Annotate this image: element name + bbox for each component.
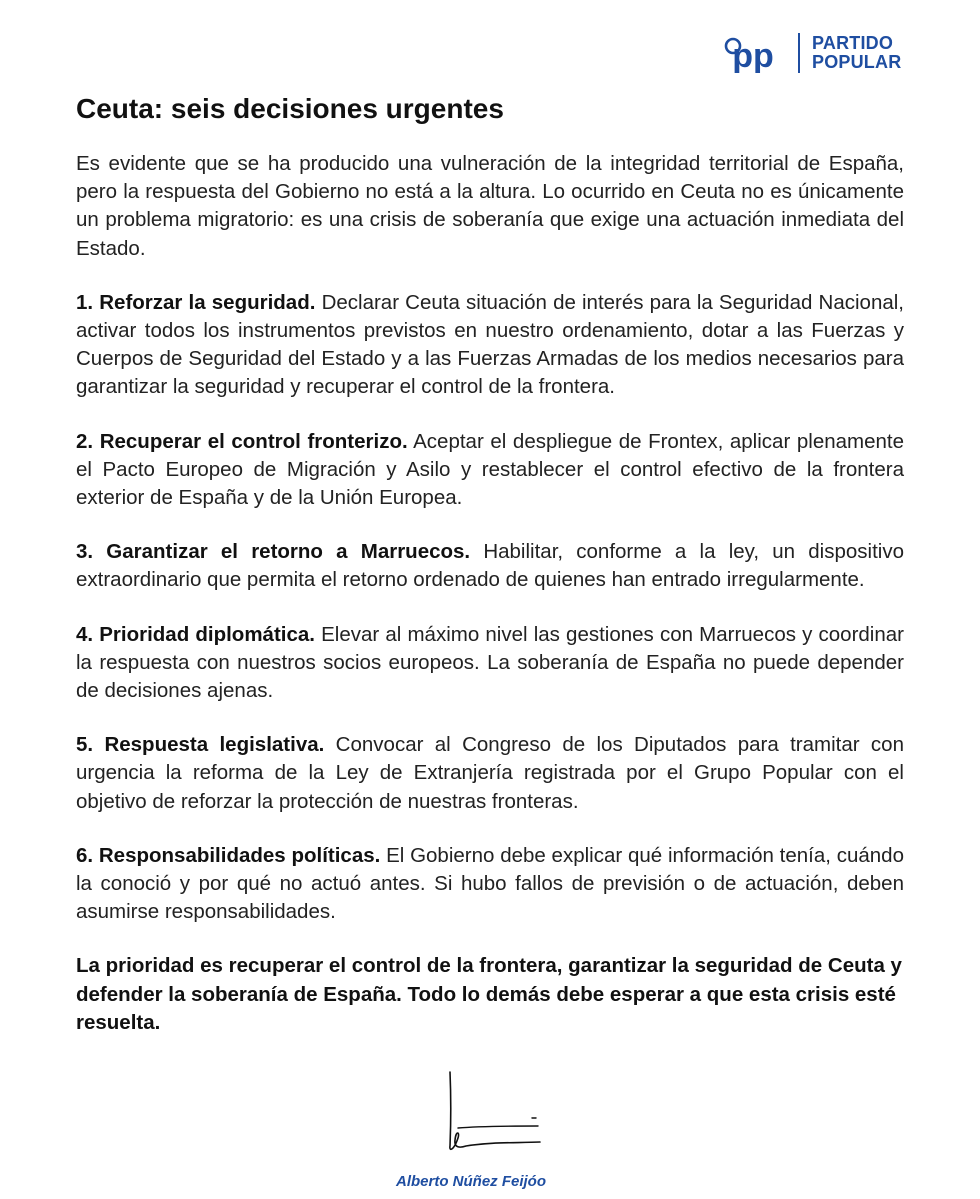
pp-logo-mark-icon — [722, 33, 784, 73]
decision-2 — [76, 428, 904, 513]
signature-scribble-icon — [420, 1066, 550, 1166]
decision-4 — [76, 621, 904, 706]
decision-5 — [76, 731, 904, 816]
document-body — [76, 150, 904, 1063]
signer-name: Alberto Núñez Feijóo — [396, 1173, 546, 1190]
logo-line-1: PARTIDO — [812, 33, 894, 53]
decision-1-heading: 1. Reforzar la seguridad. — [76, 290, 316, 314]
logo-wordmark — [812, 34, 901, 72]
decision-5-text: Convocar al Congreso de los Diputados para tramitar con urgencia la reforma de la Ley de Extranjería registrada por el Grupo Popular con el objetivo de reforzar la protección de nuestras fronteras. — [76, 733, 904, 813]
decision-3-heading: 3. Garantizar el retorno a Marruecos. — [76, 540, 471, 564]
page-title: Ceuta: seis decisiones urgentes — [76, 93, 504, 124]
decision-2-heading: 2. Recuperar el control fronterizo. — [76, 429, 408, 453]
decision-5-heading: 5. Respuesta legislativa. — [76, 733, 325, 757]
decision-3-text: Habilitar, conforme a la ley, un dispositivo extraordinario que permita el retorno ordenado de quienes han entrado irregularmente. — [76, 540, 904, 592]
decision-4-text: Elevar al máximo nivel las gestiones con Marruecos y coordinar la respuesta con nuestros socios europeos. La soberanía de España no puede depender de decisiones ajenas. — [76, 622, 904, 703]
decision-2-text: Aceptar el despliegue de Frontex, aplicar plenamente el Pacto Europeo de Migración y Asilo y restablecer el control efectivo de la frontera exterior de España y de la Unión Europea. — [76, 429, 904, 510]
logo-mark-text: pp — [732, 37, 774, 73]
decision-4-heading: 4. Prioridad diplomática. — [76, 622, 315, 646]
decision-3 — [76, 538, 904, 594]
intro-paragraph: Es evidente que se ha producido una vulneración de la integridad territorial de España, pero la respuesta del Gobierno no está a la altura. Lo ocurrido en Ceuta no es únicamente un problema migratorio: es una crisis de soberanía que exige una actuación inmediata del Estado. — [76, 152, 904, 260]
handwritten-signature — [400, 1066, 580, 1186]
logo-divider — [798, 33, 800, 73]
partido-popular-logo — [722, 30, 912, 76]
closing-paragraph: La prioridad es recuperar el control de la frontera, garantizar la seguridad de Ceuta y defender la soberanía de España. Todo lo demás debe esperar a que esta crisis esté resuelta. — [76, 954, 902, 1034]
decision-6-text: El Gobierno debe explicar qué información tenía, cuándo la conoció y por qué no actuó antes. Si hubo fallos de previsión o de actuación, deben asumirse responsabilidades. — [76, 843, 904, 924]
decision-1 — [76, 289, 904, 402]
decision-1-text: Declarar Ceuta situación de interés para la Seguridad Nacional, activar todos los instrumentos previstos en nuestro ordenamiento, dotar a las Fuerzas y Cuerpos de Seguridad del Estado y a las Fuerzas Armadas de los medios necesarios para garantizar la seguridad y recuperar el control de la frontera. — [76, 290, 904, 399]
logo-line-2: POPULAR — [812, 52, 902, 72]
decision-6 — [76, 842, 904, 927]
decision-6-heading: 6. Responsabilidades políticas. — [76, 843, 381, 867]
